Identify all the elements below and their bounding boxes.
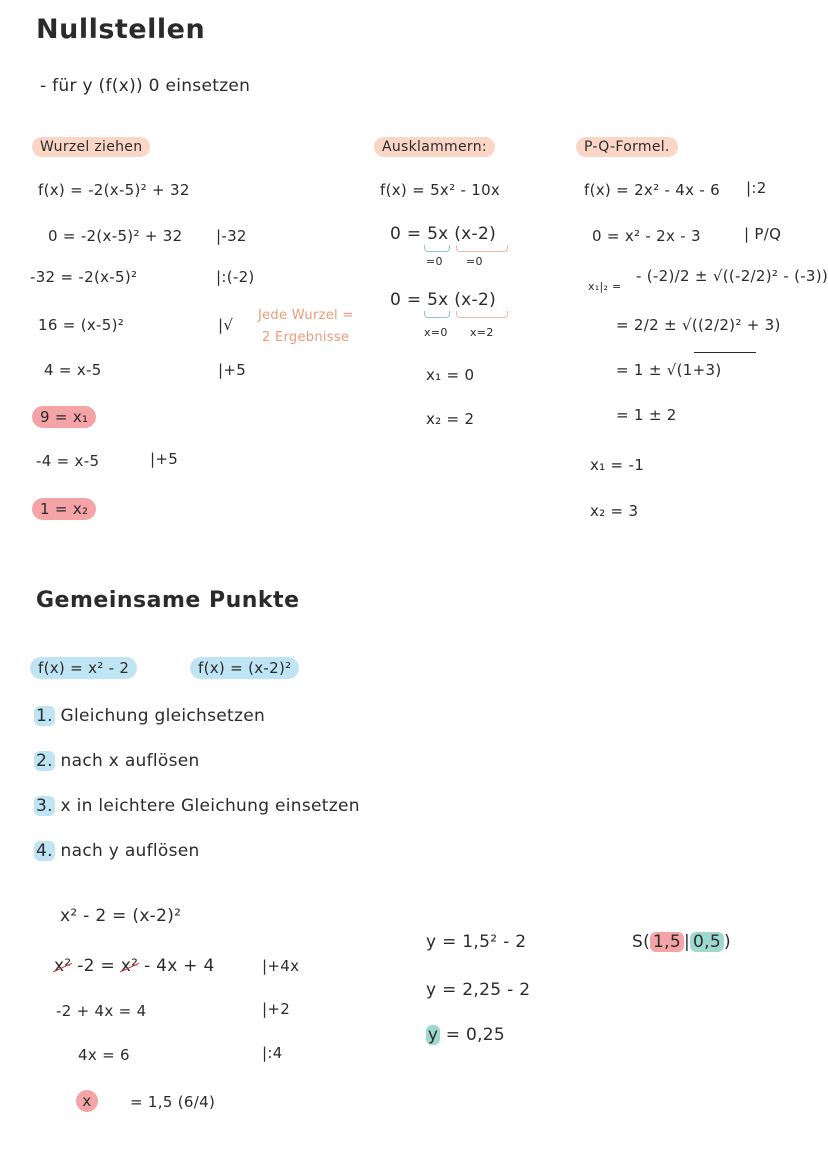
wurzel-line: 0 = -2(x-5)² + 32	[48, 227, 183, 245]
wurzel-note: Jede Wurzel =	[258, 308, 354, 323]
function-f1: f(x) = x² - 2	[30, 657, 137, 679]
point-y: 0,5	[690, 932, 724, 952]
calc-line: 4x = 6	[78, 1046, 130, 1064]
calc-line: x² - 2 = (x-2)²	[60, 906, 182, 926]
pq-lhs: x₁|₂ =	[588, 280, 622, 293]
y-line: y = 2,25 - 2	[426, 980, 531, 1000]
calc-op: |:4	[262, 1044, 283, 1062]
calc-part: -2 =	[77, 956, 116, 976]
ausklammern-line: 0 = 5x (x-2)	[390, 224, 497, 244]
result-x2	[32, 498, 96, 520]
pq-line: = 2/2 ± √((2/2)² + 3)	[616, 316, 781, 334]
function-f2: f(x) = (x-2)²	[190, 657, 299, 679]
step-number: 1.	[36, 706, 53, 726]
calc-line	[54, 956, 215, 976]
wurzel-op: |+5	[218, 361, 247, 379]
calc-line	[76, 1090, 98, 1112]
calc-op: |+4x	[262, 957, 300, 975]
step-text: nach y auflösen	[60, 841, 200, 861]
pq-op: |:2	[746, 179, 767, 197]
point-prefix: S(	[632, 932, 651, 952]
step-number: 2.	[36, 751, 53, 771]
calc-line: = 1,5 (6/4)	[130, 1093, 216, 1111]
pq-line: f(x) = 2x² - 4x - 6	[584, 181, 720, 199]
wurzel-line: 16 = (x-5)²	[38, 316, 125, 334]
step-item	[34, 706, 265, 726]
result-x1-value: 9	[40, 408, 50, 426]
section-title: Gemeinsame Punkte	[36, 588, 300, 613]
step-number: 4.	[36, 841, 53, 861]
step-item	[34, 751, 200, 771]
step-text: nach x auflösen	[60, 751, 200, 771]
ausklammern-sub: x=0	[424, 326, 448, 339]
result-x2-value: 1	[40, 500, 50, 518]
calc-struck-term: x²	[54, 956, 72, 976]
result-x2-var: = x₂	[54, 500, 89, 518]
wurzel-op: |+5	[150, 450, 179, 468]
ausklammern-line: f(x) = 5x² - 10x	[380, 181, 501, 199]
point-sep: |	[683, 932, 690, 952]
intro-text: - für y (f(x)) 0 einsetzen	[40, 76, 251, 96]
pq-line: 0 = x² - 2x - 3	[592, 227, 701, 245]
step-item	[34, 796, 360, 816]
ausklammern-x1: x₁ = 0	[426, 366, 475, 384]
y-marker: y	[427, 1025, 439, 1045]
step-text: x in leichtere Gleichung einsetzen	[60, 796, 360, 816]
wurzel-line: -32 = -2(x-5)²	[30, 268, 138, 286]
calc-op: |+2	[262, 1000, 291, 1018]
pq-x2: x₂ = 3	[590, 502, 639, 520]
wurzel-op: |-32	[216, 227, 247, 245]
wurzel-op: |:(-2)	[216, 268, 255, 286]
calc-struck-term: x²	[120, 956, 139, 976]
step-text: Gleichung gleichsetzen	[60, 706, 266, 726]
point-x: 1,5	[650, 932, 684, 952]
pq-line: - (-2)/2 ± √((-2/2)² - (-3))	[636, 267, 828, 285]
calc-x-marker: x	[76, 1090, 98, 1112]
step-number: 3.	[36, 796, 53, 816]
wurzel-note: 2 Ergebnisse	[262, 330, 350, 345]
intersection-point	[632, 932, 731, 952]
ausklammern-line: 0 = 5x (x-2)	[390, 290, 497, 310]
step-item	[34, 841, 200, 861]
ausklammern-sub: =0	[466, 255, 483, 268]
pq-op: | P/Q	[744, 225, 782, 243]
y-line	[426, 1025, 505, 1045]
ausklammern-heading: Ausklammern:	[374, 137, 495, 157]
wurzel-line: f(x) = -2(x-5)² + 32	[38, 181, 190, 199]
y-value: = 0,25	[445, 1025, 506, 1045]
y-line: y = 1,5² - 2	[426, 932, 527, 952]
wurzel-line: 4 = x-5	[44, 361, 102, 379]
point-suffix: )	[723, 932, 731, 952]
calc-part: - 4x + 4	[143, 956, 215, 976]
ausklammern-sub: =0	[426, 255, 443, 268]
wurzel-op: |√	[218, 316, 234, 334]
result-x1	[32, 406, 96, 428]
pq-line: = 1 ± √(1+3)	[616, 361, 722, 379]
wurzel-heading: Wurzel ziehen	[32, 137, 150, 157]
pq-heading: P-Q-Formel.	[576, 137, 678, 157]
calc-line: -2 + 4x = 4	[56, 1002, 147, 1020]
ausklammern-sub: x=2	[470, 326, 494, 339]
pq-x1: x₁ = -1	[590, 456, 645, 474]
wurzel-line: -4 = x-5	[36, 452, 100, 470]
page-title: Nullstellen	[36, 14, 206, 45]
pq-line: = 1 ± 2	[616, 406, 677, 424]
result-x1-var: = x₁	[54, 408, 89, 426]
ausklammern-x2: x₂ = 2	[426, 410, 475, 428]
